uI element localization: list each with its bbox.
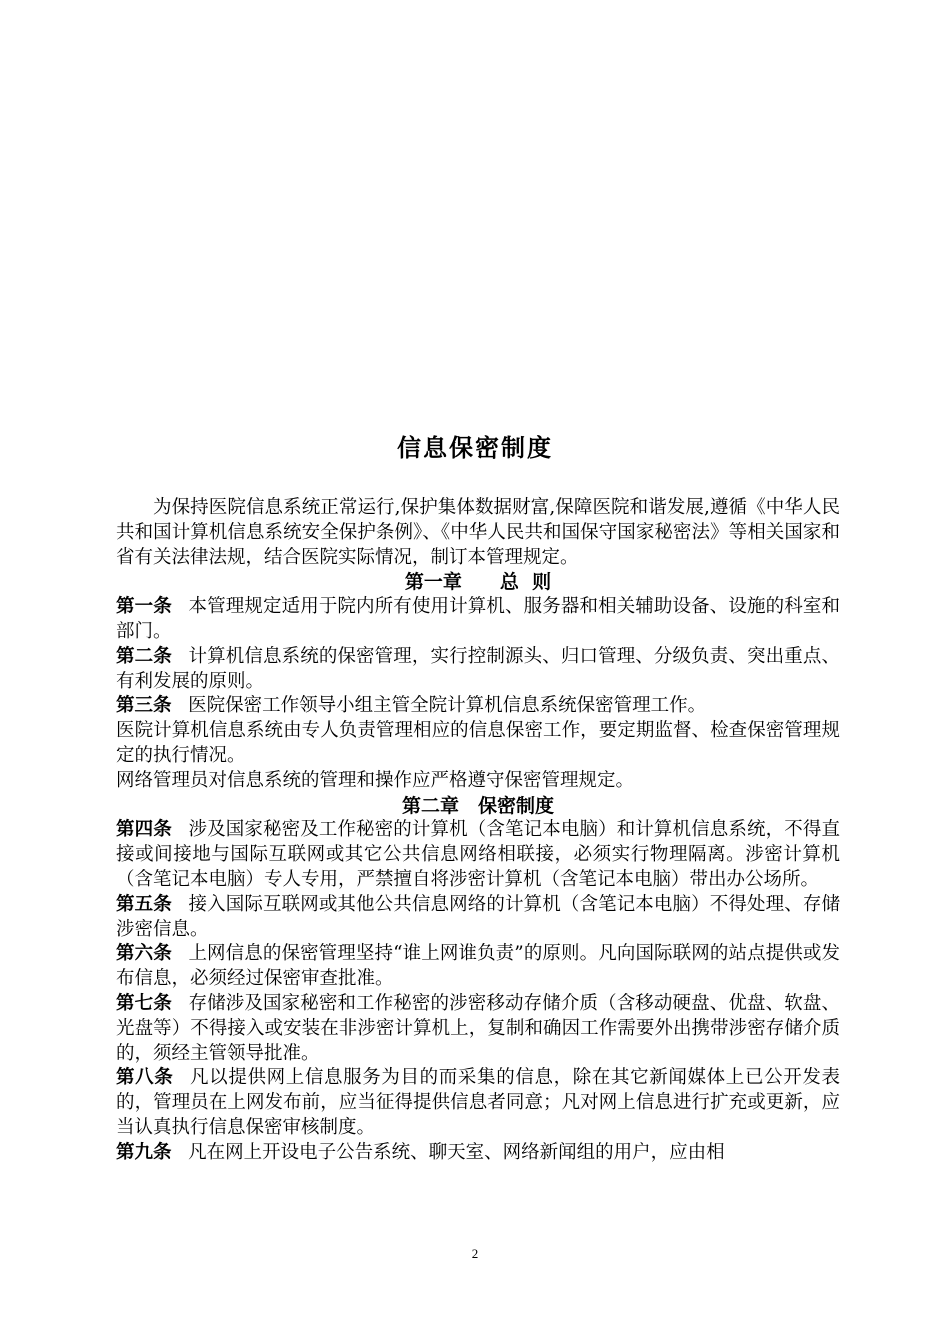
chapter-2-number: 第二章 <box>401 794 459 817</box>
article-2-text: 计算机信息系统的保密管理，实行控制源头、归口管理、分级负责、突出重点、有利发展的原则。 <box>116 645 840 692</box>
article-7 <box>116 992 840 1066</box>
article-9 <box>116 1141 840 1166</box>
article-5-number: 第五条 <box>116 893 172 915</box>
chapter-2-title: 保密制度 <box>478 794 555 817</box>
article-7-text: 存储涉及国家秘密和工作秘密的涉密移动存储介质（含移动硬盘、优盘、软盘、光盘等）不得接入或安装在非涉密计算机上，复制和确因工作需要外出携带涉密存储介质的，须经主管领导批准。 <box>116 992 840 1064</box>
article-1 <box>116 595 840 645</box>
article-9-number: 第九条 <box>116 1141 172 1163</box>
chapter-1-title: 总 则 <box>499 571 552 594</box>
article-3 <box>116 694 840 719</box>
article-7-number: 第七条 <box>116 992 172 1014</box>
article-6 <box>116 942 840 992</box>
article-9-text: 凡在网上开设电子公告系统、聊天室、网络新闻组的用户，应由相 <box>188 1141 725 1163</box>
paragraph-supervision: 医院计算机信息系统由专人负责管理相应的信息保密工作，要定期监督、检查保密管理规定的执行情况。 <box>116 720 840 766</box>
article-4-text: 涉及国家秘密及工作秘密的计算机（含笔记本电脑）和计算机信息系统，不得直接或间接地与国际互联网或其它公共信息网络相联接，必须实行物理隔离。涉密计算机（含笔记本电脑）专人专用，严禁擅自将涉密计算机（含笔记本电脑）带出办公场所。 <box>116 819 840 890</box>
chapter-1-number: 第一章 <box>404 571 462 594</box>
article-6-text: 上网信息的保密管理坚持“谁上网谁负责”的原则。凡向国际联网的站点提供或发布信息，必须经过保密审查批准。 <box>116 943 840 990</box>
chapter-2-heading <box>116 794 840 819</box>
article-2-number: 第二条 <box>116 645 172 667</box>
paragraph-network-admin: 网络管理员对信息系统的管理和操作应严格遵守保密管理规定。 <box>116 769 635 791</box>
document-title: 信息保密制度 <box>397 434 553 462</box>
article-4-number: 第四条 <box>116 819 172 841</box>
article-8-number: 第八条 <box>116 1067 174 1089</box>
article-4 <box>116 818 840 892</box>
article-1-number: 第一条 <box>116 596 172 618</box>
article-2 <box>116 645 840 695</box>
article-3-number: 第三条 <box>116 695 172 717</box>
article-6-number: 第六条 <box>116 943 172 965</box>
page-number: 2 <box>471 1246 479 1261</box>
article-1-text: 本管理规定适用于院内所有使用计算机、服务器和相关辅助设备、设施的科室和部门。 <box>116 596 840 642</box>
article-3-text: 医院保密工作领导小组主管全院计算机信息系统保密管理工作。 <box>188 695 707 717</box>
article-5 <box>116 893 840 943</box>
article-8 <box>116 1066 840 1140</box>
chapter-1-heading <box>116 570 840 595</box>
article-5-text: 接入国际互联网或其他公共信息网络的计算机（含笔记本电脑）不得处理、存储涉密信息。 <box>116 893 840 940</box>
document-body <box>116 496 840 1166</box>
intro-paragraph: 为保持医院信息系统正常运行,保护集体数据财富,保障医院和谐发展,遵循《中华人民共和国计算机信息系统安全保护条例》、《中华人民共和国保守国家秘密法》等相关国家和省有关法律法规，结合医院实际情况，制订本管理规定。 <box>116 497 840 568</box>
article-8-text: 凡以提供网上信息服务为目的而采集的信息，除在其它新闻媒体上已公开发表的，管理员在上网发布前，应当征得提供信息者同意；凡对网上信息进行扩充或更新，应当认真执行信息保密审核制度。 <box>116 1067 840 1138</box>
